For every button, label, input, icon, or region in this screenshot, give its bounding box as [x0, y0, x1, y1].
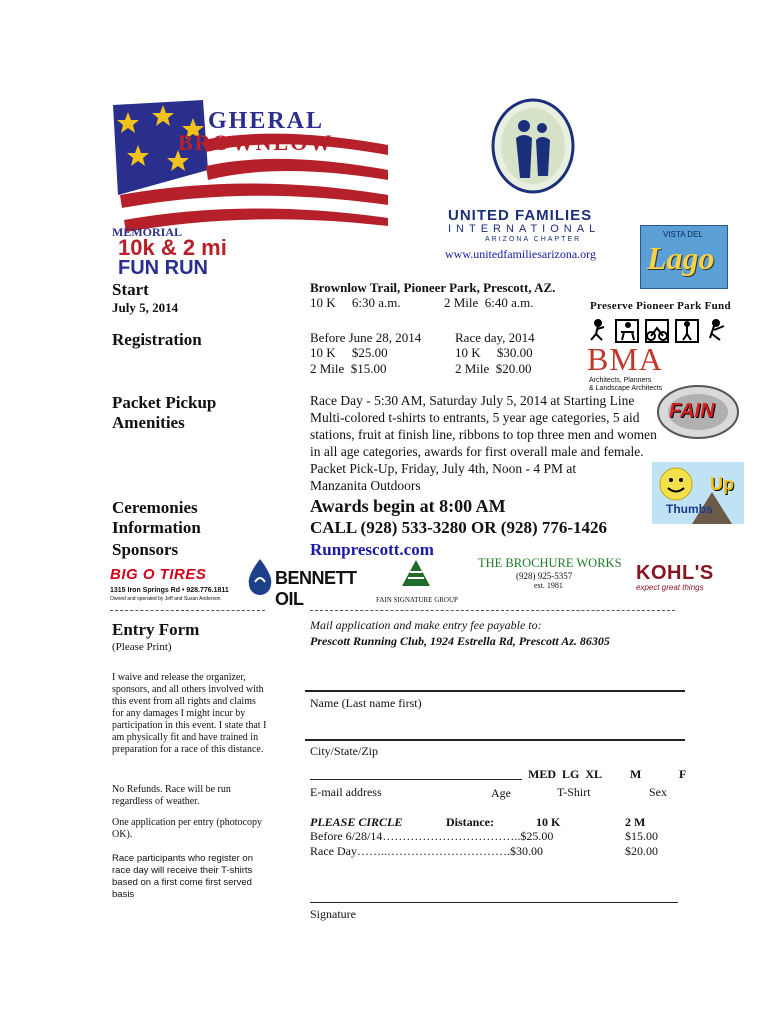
ufi-name-2: INTERNATIONAL [448, 223, 601, 235]
thumbs-up-logo [652, 462, 744, 524]
refunds-text: No Refunds. Race will be run regardless of weather. [112, 784, 231, 807]
kohls-logo [636, 562, 746, 598]
registration-raceday-title: Race day, 2014 [455, 330, 535, 345]
one-app-text: One application per entry (photocopy OK). [112, 817, 262, 840]
registration-before-10k: 10 K $25.00 [310, 345, 388, 360]
ceremonies-label: Ceremonies [112, 498, 198, 517]
fain-sig-emblem [396, 556, 436, 592]
packet-label-1: Packet Pickup [112, 393, 217, 412]
logo-line-2: BROWNLOW [178, 130, 334, 155]
name-line[interactable] [305, 690, 685, 692]
please-print: (Please Print) [112, 641, 172, 653]
fain-signature-logo [376, 556, 476, 608]
bennett-name: BENNETT OIL [275, 568, 357, 609]
brochure-name: THE BROCHURE WORKS [478, 556, 622, 570]
website-link[interactable]: Runprescott.com [310, 540, 434, 559]
separator-left [110, 610, 265, 611]
packet-line-3: stations, fruit at finish line, ribbons to top three men and women [310, 427, 657, 442]
awards-time: Awards begin at 8:00 AM [310, 496, 506, 516]
signature-line[interactable] [310, 902, 678, 903]
sponsors-label: Sponsors [112, 540, 179, 559]
start-time-10k: 10 K 6:30 a.m. [310, 295, 401, 310]
distance-label: Distance: [446, 815, 494, 829]
call-numbers: CALL (928) 533-3280 OR (928) 776-1426 [310, 518, 608, 537]
bigo-owner: Owned and operated by Jeff and Susan Anderson [110, 596, 221, 602]
mail-line-2: Prescott Running Club, 1924 Estrella Rd, Prescott Az. 86305 [310, 634, 610, 648]
city-label: City/State/Zip [310, 744, 378, 758]
signature-label: Signature [310, 907, 356, 921]
brochure-works-logo [478, 556, 628, 598]
sex-label: Sex [649, 785, 667, 799]
brochure-est: est. 1981 [534, 581, 563, 590]
fain-logo [655, 383, 741, 441]
information-label: Information [112, 518, 201, 537]
packet-line-4: in all age categories, awards for first overall male and female. [310, 444, 644, 459]
bennett-drop-icon [245, 558, 275, 596]
kohls-tagline: expect great things [636, 583, 704, 592]
thumbs-up-word: Up [710, 474, 734, 494]
start-label: Start [112, 280, 149, 299]
raceday-2m-price: $20.00 [625, 844, 658, 858]
raceday-row: Race Day……..………………………….$30.00 [310, 844, 543, 858]
logo-line-5: FUN RUN [118, 257, 208, 279]
sex-m[interactable]: M [630, 767, 642, 781]
logo-line-1: GHERAL [208, 108, 325, 134]
registration-before-title: Before June 28, 2014 [310, 330, 422, 345]
lago-main: Lago [647, 240, 715, 276]
vista-del-lago-logo [640, 225, 728, 289]
bigo-name: BIG O TIRES [110, 566, 207, 583]
registration-label: Registration [112, 330, 202, 349]
before-row: Before 6/28/14……………………………..$25.00 [310, 829, 554, 843]
separator-right [310, 610, 675, 611]
registration-raceday-10k: 10 K $30.00 [455, 345, 533, 360]
kohls-name: KOHL'S [636, 562, 714, 584]
bigo-address: 1315 Iron Springs Rd • 928.776.1811 [110, 587, 229, 594]
city-line[interactable] [305, 739, 685, 741]
registration-before-2mi: 2 Mile $15.00 [310, 361, 387, 376]
packet-line-5: Packet Pick-Up, Friday, July 4th, Noon - 4 PM at [310, 461, 577, 476]
packet-line-2: Multi-colored t-shirts to entrants, 5 year age categories, 5 aid [310, 410, 640, 425]
ufi-logo [445, 98, 625, 268]
bma-sub-2: & Landscape Architects [589, 385, 663, 392]
start-date: July 5, 2014 [112, 300, 179, 315]
waiver-text: I waive and release the organizer, sponsors, and all others involved with this event from all rights and claims for any damages I might incur by participation in this event. I state that I am physically fit and have trained in preparation for a race of this distance. [112, 672, 267, 755]
mail-line-1: Mail application and make entry fee payable to: [310, 618, 542, 632]
bma-sub-1: Architects, Planners [589, 377, 652, 384]
fain-logo-text: FAIN [669, 400, 715, 422]
registration-raceday-2mi: 2 Mile $20.00 [455, 361, 532, 376]
ppf-title: Preserve Pioneer Park Fund [590, 300, 731, 312]
age-label: Age [491, 786, 511, 800]
lago-top: VISTA DEL [663, 230, 703, 239]
start-time-2mi: 2 Mile 6:40 a.m. [444, 295, 534, 310]
bennett-oil-logo [245, 558, 370, 609]
please-circle: PLEASE CIRCLE [310, 815, 403, 829]
ufi-chapter: ARIZONA CHAPTER [485, 236, 582, 243]
ufi-globe-icon [490, 98, 576, 198]
col-2m[interactable]: 2 M [625, 815, 646, 829]
tshirt-sizes[interactable]: MED LG XL [528, 767, 603, 781]
logo-line-4: 10k & 2 mi [118, 235, 227, 260]
packet-label-2: Amenities [112, 413, 185, 432]
packet-line-6: Manzanita Outdoors [310, 478, 421, 493]
email-label: E-mail address [310, 785, 382, 799]
thumbs-word: Thumbs [666, 502, 713, 516]
fain-sig-text: FAIN SIGNATURE GROUP [376, 596, 458, 604]
tshirt-note: Race participants who register on race day will receive their T-shirts based on a first come first served basis [112, 853, 253, 900]
logo-line-3: MEMORIAL [112, 225, 182, 239]
name-label: Name (Last name first) [310, 696, 422, 710]
email-line[interactable] [310, 779, 522, 780]
before-2m-price: $15.00 [625, 829, 658, 843]
col-10k[interactable]: 10 K [536, 815, 561, 829]
start-location: Brownlow Trail, Pioneer Park, Prescott, AZ. [310, 280, 556, 295]
ufi-name-1: UNITED FAMILIES [448, 207, 593, 224]
tshirt-label: T-Shirt [557, 785, 591, 799]
sex-f[interactable]: F [679, 767, 687, 781]
ufi-url[interactable]: www.unitedfamiliesarizona.org [445, 247, 596, 261]
bma-logo-text: BMA [587, 341, 663, 377]
entry-form-title: Entry Form [112, 620, 200, 639]
gheral-brownlow-logo [108, 100, 393, 280]
packet-line-1: Race Day - 5:30 AM, Saturday July 5, 2014 at Starting Line [310, 393, 635, 408]
brochure-phone: (928) 925-5357 [516, 571, 573, 581]
big-o-tires-logo [110, 566, 240, 608]
